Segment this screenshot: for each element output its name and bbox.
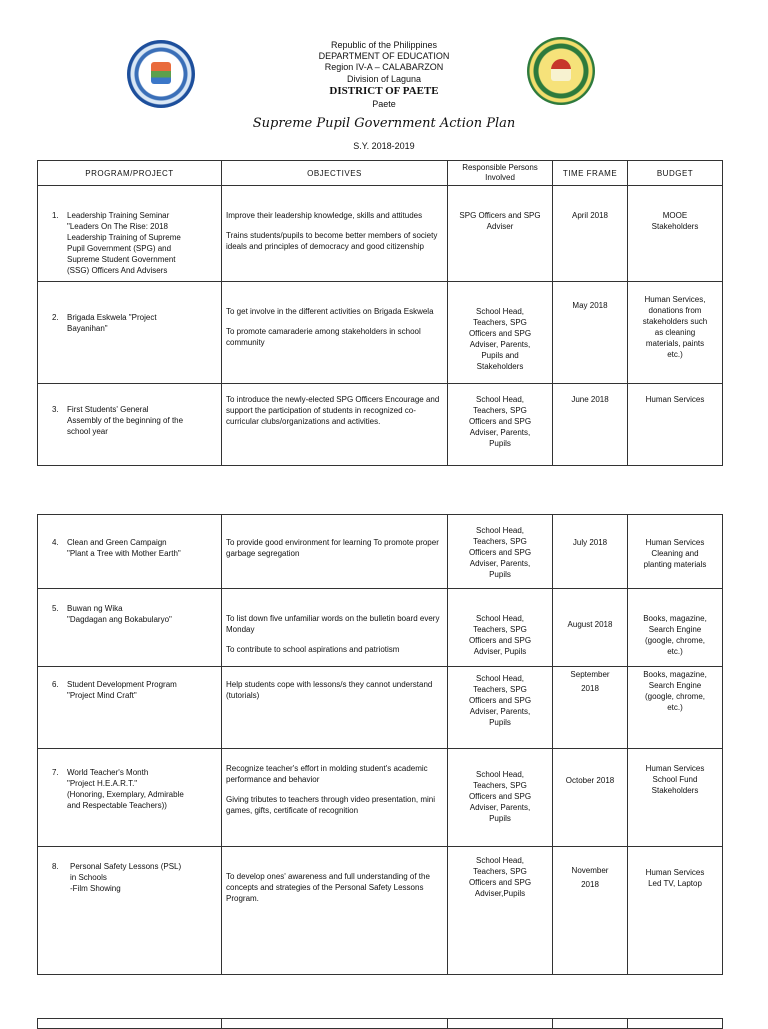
header-department: DEPARTMENT OF EDUCATION	[318, 51, 450, 61]
program-text: Leadership Training Seminar "Leaders On The Rise: 2018 Leadership Training of Supreme Pupil Government (SPG) and Supreme Student Government (SSG) Officers And Advisers	[67, 211, 181, 275]
row-number: 8.	[52, 862, 59, 871]
program-text: Personal Safety Lessons (PSL) in Schools -Film Showing	[70, 862, 182, 893]
budget-text: Human Services, donations from stakeholders such as cleaning materials, paints etc.)	[628, 282, 723, 384]
table-row	[38, 384, 723, 466]
action-plan-table-1	[37, 160, 723, 466]
responsible-text: School Head, Teachers, SPG Officers and SPG Adviser, Parents, Pupils	[448, 515, 553, 589]
table-row	[38, 515, 723, 589]
row-number: 5.	[52, 604, 59, 613]
column-header-time-frame: TIME FRAME	[553, 161, 628, 186]
objectives-text: Improve their leadership knowledge, skills and attitudes Trains students/pupils to become better members of society ideals and principles of democracy and good citizenship	[222, 186, 448, 282]
responsible-text: SPG Officers and SPG Adviser	[448, 186, 553, 282]
objectives-text: Recognize teacher's effort in molding student's academic performance and behavior Giving tributes to teachers through video presentation, mini games, gifts, certificate of recognition	[222, 749, 448, 847]
row-number: 3.	[52, 405, 59, 414]
action-plan-table-2	[37, 514, 723, 975]
budget-text: Human Services School Fund Stakeholders	[628, 749, 723, 847]
program-text: Brigada Eskwela "Project Bayanihan"	[67, 313, 157, 333]
responsible-text: School Head, Teachers, SPG Officers and SPG Adviser, Parents, Pupils	[448, 749, 553, 847]
table-row	[38, 847, 723, 975]
row-number: 6.	[52, 680, 59, 689]
column-header-responsible: Responsible Persons Involved	[448, 161, 553, 186]
program-text: First Students' General Assembly of the beginning of the school year	[67, 405, 184, 436]
objectives-text: Help students cope with lessons/s they cannot understand (tutorials)	[222, 667, 448, 749]
table-row	[38, 186, 723, 282]
header-town: Paete	[372, 99, 396, 109]
budget-text: Books, magazine, Search Engine (google, chrome, etc.)	[628, 589, 723, 667]
objectives-text: To develop ones' awareness and full understanding of the concepts and strategies of the Personal Safety Lessons Program.	[222, 847, 448, 975]
column-header-program: PROGRAM/PROJECT	[38, 161, 222, 186]
table-row	[38, 589, 723, 667]
budget-text: MOOE Stakeholders	[628, 186, 723, 282]
time-frame-text: June 2018	[553, 384, 628, 466]
objectives-text: To introduce the newly-elected SPG Officers Encourage and support the participation of students in recognized co-curricular clubs/organizations and activities.	[222, 384, 448, 466]
program-text: Student Development Program "Project Mind Craft"	[67, 680, 177, 700]
table-row	[38, 749, 723, 847]
time-frame-text: July 2018	[553, 515, 628, 589]
table-row	[38, 282, 723, 384]
program-text: World Teacher's Month "Project H.E.A.R.T." (Honoring, Exemplary, Admirable and Respectable Teachers))	[67, 768, 184, 810]
budget-text: Human Services	[628, 384, 723, 466]
table-row	[38, 667, 723, 749]
responsible-text: School Head, Teachers, SPG Officers and SPG Adviser,Pupils	[448, 847, 553, 975]
column-header-budget: BUDGET	[628, 161, 723, 186]
header-republic: Republic of the Philippines	[330, 40, 438, 50]
budget-text: Books, magazine, Search Engine (google, chrome, etc.)	[628, 667, 723, 749]
header-district: DISTRICT OF PAETE	[329, 85, 439, 97]
school-year: S.Y. 2018-2019	[353, 141, 415, 151]
row-number: 2.	[52, 313, 59, 322]
objectives-text: To get involve in the different activities on Brigada Eskwela To promote camaraderie among stakeholders in school community	[222, 282, 448, 384]
objectives-text: To list down five unfamiliar words on the bulletin board every Monday To contribute to school aspirations and patriotism	[222, 589, 448, 667]
time-frame-text: November 2018	[553, 847, 628, 975]
objectives-text: To provide good environment for learning To promote proper garbage segregation	[222, 515, 448, 589]
responsible-text: School Head, Teachers, SPG Officers and SPG Adviser, Parents, Pupils	[448, 667, 553, 749]
time-frame-text: October 2018	[553, 749, 628, 847]
table-header-row	[38, 161, 723, 186]
row-number: 1.	[52, 211, 59, 220]
responsible-text: School Head, Teachers, SPG Officers and SPG Adviser, Parents, Pupils and Stakeholders	[448, 282, 553, 384]
program-text: Buwan ng Wika "Dagdagan ang Bokabularyo"	[67, 604, 172, 624]
budget-text: Human Services Cleaning and planting materials	[628, 515, 723, 589]
time-frame-text: May 2018	[553, 282, 628, 384]
time-frame-text: August 2018	[553, 589, 628, 667]
budget-text: Human Services Led TV, Laptop	[628, 847, 723, 975]
responsible-text: School Head, Teachers, SPG Officers and SPG Adviser, Parents, Pupils	[448, 384, 553, 466]
row-number: 7.	[52, 768, 59, 777]
time-frame-text: September 2018	[553, 667, 628, 749]
header-division: Division of Laguna	[346, 74, 422, 84]
header-region: Region IV-A – CALABARZON	[324, 62, 444, 72]
time-frame-text: April 2018	[553, 186, 628, 282]
column-header-objectives: OBJECTIVES	[222, 161, 448, 186]
responsible-text: School Head, Teachers, SPG Officers and SPG Adviser, Pupils	[448, 589, 553, 667]
plan-title: Supreme Pupil Government Action Plan	[252, 116, 516, 131]
document-header	[0, 0, 768, 160]
program-text: Clean and Green Campaign "Plant a Tree with Mother Earth"	[67, 538, 181, 558]
row-number: 4.	[52, 538, 59, 547]
